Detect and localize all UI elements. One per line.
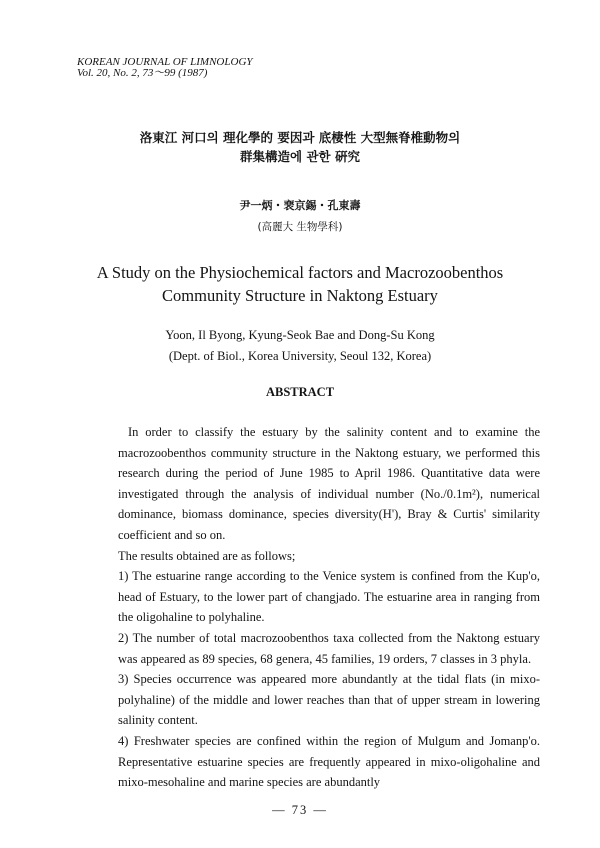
korean-title xyxy=(0,128,600,166)
journal-citation: Vol. 20, No. 2, 73～99 (1987) xyxy=(77,67,208,79)
abstract-heading: ABSTRACT xyxy=(265,385,335,399)
abstract-paragraph: 1) The estuarine range according to the Venice system is confined from the Kup'o, head of Estuary, to the lower part of changjado. The estuarine area in ranging from the oligohaline to polyhaline. xyxy=(118,569,540,625)
abstract-paragraph: 2) The number of total macrozoobenthos taxa collected from the Naktong estuary was appeared as 89 species, 68 genera, 45 families, 19 orders, 7 classes in 3 phyla. xyxy=(118,630,540,666)
abstract-body xyxy=(118,422,540,793)
abstract-paragraph: In order to classify the estuary by the salinity content and to examine the macrozoobenthos community structure in the Naktong estuary, we performed this research during the period of June 1985 to April 1986. Quantitative data were investigated through the analysis of individual number (No./0.1m²), numerical dominance, biomass dominance, species diversity(H'), Bray & Curtis' similarity coefficient and so on. xyxy=(118,425,540,542)
abstract-paragraph: 4) Freshwater species are confined within the region of Mulgum and Jomanp'o. Representative estuarine species are frequently appeared in mixo-oligohaline and mixo-mesohaline and marine species are abundantly xyxy=(118,733,540,790)
korean-affiliation: (高麗大 生物學科) xyxy=(257,221,343,233)
abstract-paragraph: The results obtained are as follows; xyxy=(118,548,296,563)
korean-authors: 尹一炳・裵京錫・孔東壽 xyxy=(239,199,361,212)
english-title-line1: A Study on the Physiochemical factors and Macrozoobenthos xyxy=(96,263,504,282)
english-title xyxy=(0,261,600,307)
journal-header xyxy=(77,57,253,79)
korean-title-line1: 洛東江 河口의 理化學的 要因과 底棲性 大型無脊椎動物의 xyxy=(139,130,461,145)
korean-title-line2: 群集構造에 관한 硏究 xyxy=(240,149,360,164)
page-number: — 73 — xyxy=(272,803,328,817)
journal-name: KOREAN JOURNAL OF LIMNOLOGY xyxy=(77,56,253,68)
english-affiliation: (Dept. of Biol., Korea University, Seoul 132, Korea) xyxy=(168,349,432,363)
english-author-block xyxy=(0,325,600,367)
english-authors: Yoon, Il Byong, Kyung-Seok Bae and Dong-Su Kong xyxy=(165,328,435,342)
abstract-paragraph: 3) Species occurrence was appeared more abundantly at the tidal flats (in mixo-polyhaline) of the middle and lower reaches than that of upper stream in lowering salinity content. xyxy=(118,672,540,728)
english-title-line2: Community Structure in Naktong Estuary xyxy=(162,286,438,305)
